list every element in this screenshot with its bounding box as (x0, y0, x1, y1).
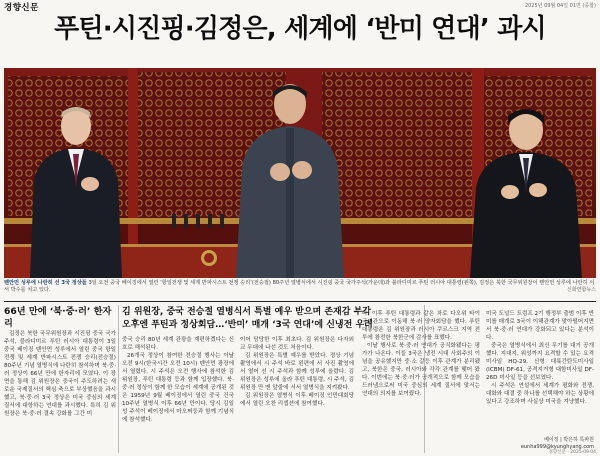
paragraph: 다. 이후 푸틴 대통령과 같은 차로 다오위 타이 국빈관으로 이동해 북·러 양자회담을 했다. 푸틴 대통령은 김 위원장과 러시아 쿠르스크 지역 전투에 참전한 북한군에 감사를 표했다. (362, 311, 480, 341)
paragraph: 중국 승리 80년 세계 관광을 재편하겠다는 신호로 해석된다. (122, 337, 234, 351)
article-column-4 (362, 310, 480, 452)
byline-email[interactable]: eunha999@kyunghyang.com (520, 444, 594, 450)
footer-code: 경향신문 · 2025·09·04 (548, 450, 596, 455)
newspaper-brand[interactable]: 경향신문 (4, 3, 39, 13)
paragraph: 김 위원장은 특별 예우를 받았다. 정상 기념촬영에서 시 주석 바로 왼편에 서 사진 촬영에서 열어 선 시 주석과 함께 성루에 올랐다. 김 위원장은 성루에 올라 푸틴 대통령, 시 주석, 김 위원장 만 맨 앞줄에 서서 열병식을 지켜봤다. (240, 353, 354, 391)
paragraph: 미국 도널드 트럼프 2기 행정부 출범 이후 반미를 매개로 3국이 이해관계가 맞아떨어지면서 북·중·러 연대가 강화되고 있다는 분석이다. (486, 311, 594, 341)
masthead (4, 1, 596, 12)
caption-tag: 톈안먼 성루에 나란히 선 3국 정상들 (4, 280, 87, 286)
caption-text: 3일 오전 중국 베이징에서 열린 ‘항일전쟁 및 세계 반파시스트 전쟁 승리’(전승절) 80주년 열병식에서 시진핑 중국 국가주석(가운데)과 블라디미르 푸틴 러시아 대통령(왼쪽), 김정은 북한 국무위원장이 톈안먼 성루에 나란히 서서 박수를 치고 있다. (4, 280, 595, 293)
dateline: 2025년 09월 04일 01면 (종합) (524, 3, 596, 9)
article-column-5 (486, 310, 594, 436)
paragraph: 김 위원장은 열병식 이후 베이징 인민대회당에서 열린 오찬 리셉션에 참여했다. (240, 393, 354, 407)
article-column-1 (4, 330, 116, 452)
subhead-left: 66년 만에 ‘북·중·러’ 한자리 (4, 306, 112, 329)
subhead-main-line1: 김 위원장, 중국 전승절 열병식서 특별 예우 받으며 존재감 부각 (122, 307, 371, 317)
caption-credit: 신화연합뉴스 (567, 287, 596, 293)
photo-caption (4, 280, 596, 298)
section-rule (4, 301, 596, 302)
paragraph: 26개국 정상이 참여한 전승절 행사는 이날 오전 9시(한국시간 오전 10시) 톈안먼 광장에서 열렸다. 시 주석은 오전 행사에 참석한 김 위원장, 푸틴 대통령 등과 함께 입장했다. 북·중·러 정상이 함께 한 모습이 세계에 공개된 것은 1959년 9월 베이징에서 열린 중국 건국 10주년 열병식 이후 66년 만이다. 당시 김일성 주석이 베이징에서 마오쩌둥과 함께 기념식에 참석했다. (122, 353, 234, 423)
article-column-3 (240, 336, 354, 452)
paragraph: 김정은 북한 국무위원장과 시진핑 중국 국가주석, 블라디미르 푸틴 러시아 대통령이 3일 중국 베이징 톈안먼 성루에서 열린 중국 항일전쟁 및 세계 반파시스트 전쟁 승리(전승절) 80주년 기념 열병식에 나란히 참석하며 북·중·러 정상이 66년 만에 한자리에 모였다. 이 장면을 통해 김 위원장은 중국이 주도하려는 새로운 국제질서의 핵심 축으로 부상했음을 과시했고, 북·중·러 3국 정상은 미국 중심의 세계 질서에 대항하는 연대를 과시했다. 특히 김 위원장은 북·중·러 결속 강화를 그간 미 (4, 331, 116, 417)
article-column-2 (122, 336, 234, 452)
column-divider (118, 305, 119, 453)
headline: 푸틴·시진핑·김정은, 세계에 ‘반미 연대’ 과시 (54, 14, 546, 44)
paragraph: 이어 담당한 이후 최초다. 김 위원장은 다자외교 무대에 나선 것도 처음이다. (240, 337, 354, 351)
paragraph: 중국은 열병식에서 최신 무기를 대거 공개했다. 지대지, 위성까지 요격할 수 있는 요격미사일 HQ-29, 신형 대륙간탄도미사일(ICBM) DF-61, 공격지거형 대함미사일 DF-26D 미사일 등을 선보였다. (486, 343, 594, 381)
lead-photo[interactable] (4, 68, 596, 278)
paragraph: 이날 행사로 북·중·러 연대가 공식화됐다는 평가가 나온다. 이들 3국은 냉전 시대 사회주의 이념을 공유했지만 중·소 갈등 이후 관계가 분리됐고, 북한은 중국, 러시아와 각각 관계를 맺어 왔다. 이번에는 북·중·러가 공개적으로 함께 모습을 드러냄으로써 미국 중심의 세계 질서에 맞서는 연대의 의지를 보여줬다. (362, 343, 480, 397)
subhead-main-line2: 오후엔 푸틴과 정상회담…‘반미’ 매개 ‘3국 연대’에 신냉전 우려 (122, 320, 373, 330)
photo-illustration (4, 68, 596, 278)
byline-reporter: 베이징 | 박은하 특파원 (544, 437, 594, 443)
paragraph: 시 주석은 연설에서 세계가 평화와 전쟁, 대화와 대결 중 하나를 선택해야 하는 상황에 있다고 강조하며 사실상 미국을 겨냥했다. (486, 383, 594, 405)
